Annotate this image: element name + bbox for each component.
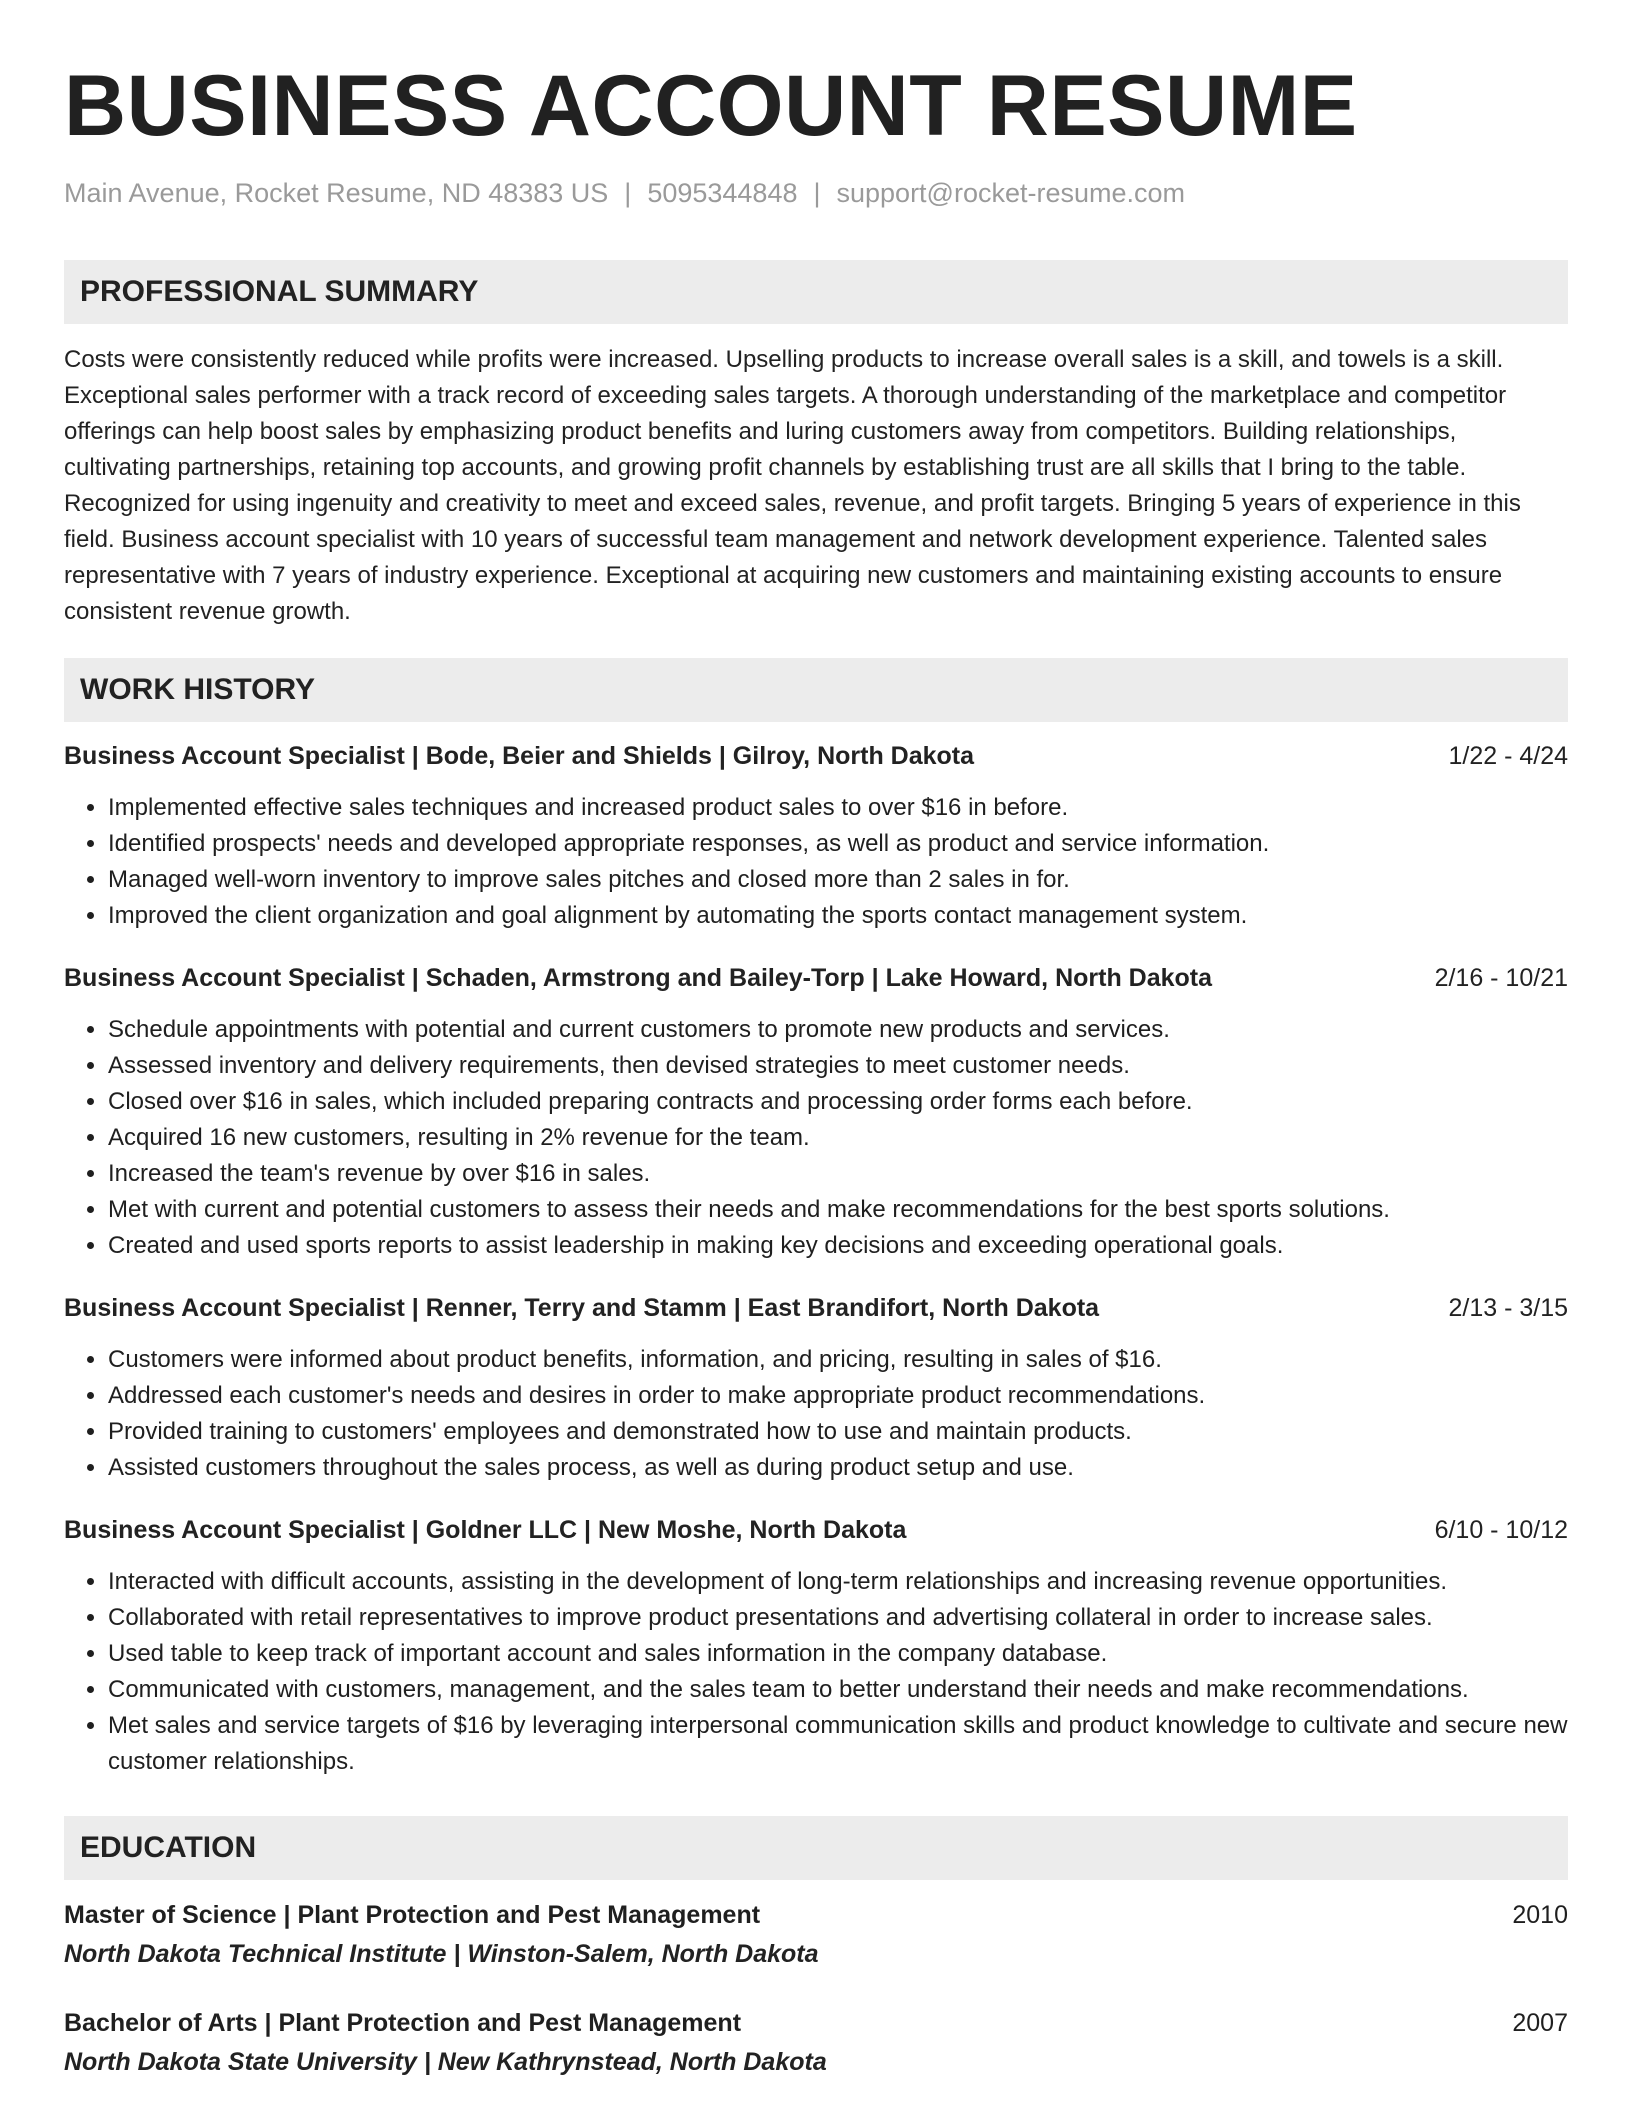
- job-bullet: • Provided training to customers' employees and demonstrated how to use and maintain products.: [108, 1414, 1568, 1450]
- job-bullets: [64, 1564, 1568, 1780]
- job-header: [64, 1512, 1568, 1548]
- job-header: [64, 960, 1568, 996]
- job-bullets: [64, 1012, 1568, 1264]
- job-bullet: • Schedule appointments with potential and current customers to promote new products and services.: [108, 1012, 1568, 1048]
- job-dates: 1/22 - 4/24: [1448, 742, 1568, 770]
- education-heading: EDUCATION: [64, 1816, 1568, 1880]
- contact-address: Main Avenue, Rocket Resume, ND 48383 US: [64, 178, 609, 208]
- education-header: [64, 2004, 1568, 2042]
- job-bullet: • Interacted with difficult accounts, assisting in the development of long-term relationships and increasing revenue opportunities.: [108, 1564, 1568, 1600]
- education-entry: [64, 1896, 1568, 1974]
- job-title: Business Account Specialist | Schaden, Armstrong and Bailey-Torp | Lake Howard, North Dakota: [64, 964, 1213, 992]
- job-title: Business Account Specialist | Renner, Terry and Stamm | East Brandifort, North Dakota: [64, 1294, 1100, 1322]
- job-entry: [64, 1512, 1568, 1780]
- contact-line: [64, 176, 1568, 210]
- education-degree: Bachelor of Arts | Plant Protection and Pest Management: [64, 2009, 742, 2037]
- job-bullet: • Identified prospects' needs and developed appropriate responses, as well as product and service information.: [108, 826, 1568, 862]
- job-entry: [64, 1290, 1568, 1486]
- contact-separator: |: [813, 178, 821, 208]
- work-history-heading: WORK HISTORY: [64, 658, 1568, 722]
- job-header: [64, 738, 1568, 774]
- summary-heading: PROFESSIONAL SUMMARY: [64, 260, 1568, 324]
- job-bullet: • Acquired 16 new customers, resulting in 2% revenue for the team.: [108, 1120, 1568, 1156]
- job-dates: 2/13 - 3/15: [1448, 1294, 1568, 1322]
- education-year: 2007: [1512, 2009, 1568, 2037]
- job-bullet: • Communicated with customers, management, and the sales team to better understand their needs and make recommendations.: [108, 1672, 1568, 1708]
- job-header: [64, 1290, 1568, 1326]
- job-entry: [64, 738, 1568, 934]
- education-header: [64, 1896, 1568, 1934]
- job-dates: 6/10 - 10/12: [1434, 1516, 1568, 1544]
- job-bullet: • Assisted customers throughout the sales process, as well as during product setup and use.: [108, 1450, 1568, 1486]
- job-bullet: • Addressed each customer's needs and desires in order to make appropriate product recommendations.: [108, 1378, 1568, 1414]
- job-title: Business Account Specialist | Bode, Beier and Shields | Gilroy, North Dakota: [64, 742, 975, 770]
- summary-text: Costs were consistently reduced while profits were increased. Upselling products to increase overall sales is a skill, and towels is a skill. Exceptional sales performer with a track record of exceeding sales targets. A thorough understanding of the marketplace and competitor offerings can help boost sales by emphasizing product benefits and luring customers away from competitors. Building relationships, cultivating partnerships, retaining top accounts, and growing profit channels by establishing trust are all skills that I bring to the table. Recognized for using ingenuity and creativity to meet and exceed sales, revenue, and profit targets. Bringing 5 years of experience in this field. Business account specialist with 10 years of successful team management and network development experience. Talented sales representative with 7 years of industry experience. Exceptional at acquiring new customers and maintaining existing accounts to ensure consistent revenue growth.: [64, 346, 1521, 625]
- contact-phone: 5095344848: [647, 178, 798, 208]
- job-bullets: [64, 1342, 1568, 1486]
- job-bullet: • Improved the client organization and goal alignment by automating the sports contact management system.: [108, 898, 1568, 934]
- education-entry: [64, 2004, 1568, 2082]
- education-school: North Dakota State University | New Kathrynstead, North Dakota: [64, 2048, 827, 2076]
- job-bullet: • Met sales and service targets of $16 by leveraging interpersonal communication skills and product knowledge to cultivate and secure new customer relationships.: [108, 1708, 1568, 1780]
- education-year: 2010: [1512, 1901, 1568, 1929]
- job-bullet: • Implemented effective sales techniques and increased product sales to over $16 in before.: [108, 790, 1568, 826]
- resume-title: BUSINESS ACCOUNT RESUME: [64, 58, 1358, 154]
- job-bullet: • Assessed inventory and delivery requirements, then devised strategies to meet customer needs.: [108, 1048, 1568, 1084]
- education-degree: Master of Science | Plant Protection and Pest Management: [64, 1901, 761, 1929]
- job-bullets: [64, 790, 1568, 934]
- job-bullet: • Customers were informed about product benefits, information, and pricing, resulting in sales of $16.: [108, 1342, 1568, 1378]
- job-bullet: • Closed over $16 in sales, which included preparing contracts and processing order forms each before.: [108, 1084, 1568, 1120]
- job-bullet: • Increased the team's revenue by over $16 in sales.: [108, 1156, 1568, 1192]
- job-bullet: • Met with current and potential customers to assess their needs and make recommendations for the best sports solutions.: [108, 1192, 1568, 1228]
- contact-email: support@rocket-resume.com: [836, 178, 1186, 208]
- job-bullet: • Created and used sports reports to assist leadership in making key decisions and exceeding operational goals.: [108, 1228, 1568, 1264]
- education-school: North Dakota Technical Institute | Winston-Salem, North Dakota: [64, 1940, 819, 1968]
- contact-separator: |: [624, 178, 632, 208]
- job-title: Business Account Specialist | Goldner LLC | New Moshe, North Dakota: [64, 1516, 907, 1544]
- job-entry: [64, 960, 1568, 1264]
- job-bullet: • Collaborated with retail representatives to improve product presentations and advertising collateral in order to increase sales.: [108, 1600, 1568, 1636]
- job-bullet: • Used table to keep track of important account and sales information in the company database.: [108, 1636, 1568, 1672]
- job-bullet: • Managed well-worn inventory to improve sales pitches and closed more than 2 sales in for.: [108, 862, 1568, 898]
- job-dates: 2/16 - 10/21: [1434, 964, 1568, 992]
